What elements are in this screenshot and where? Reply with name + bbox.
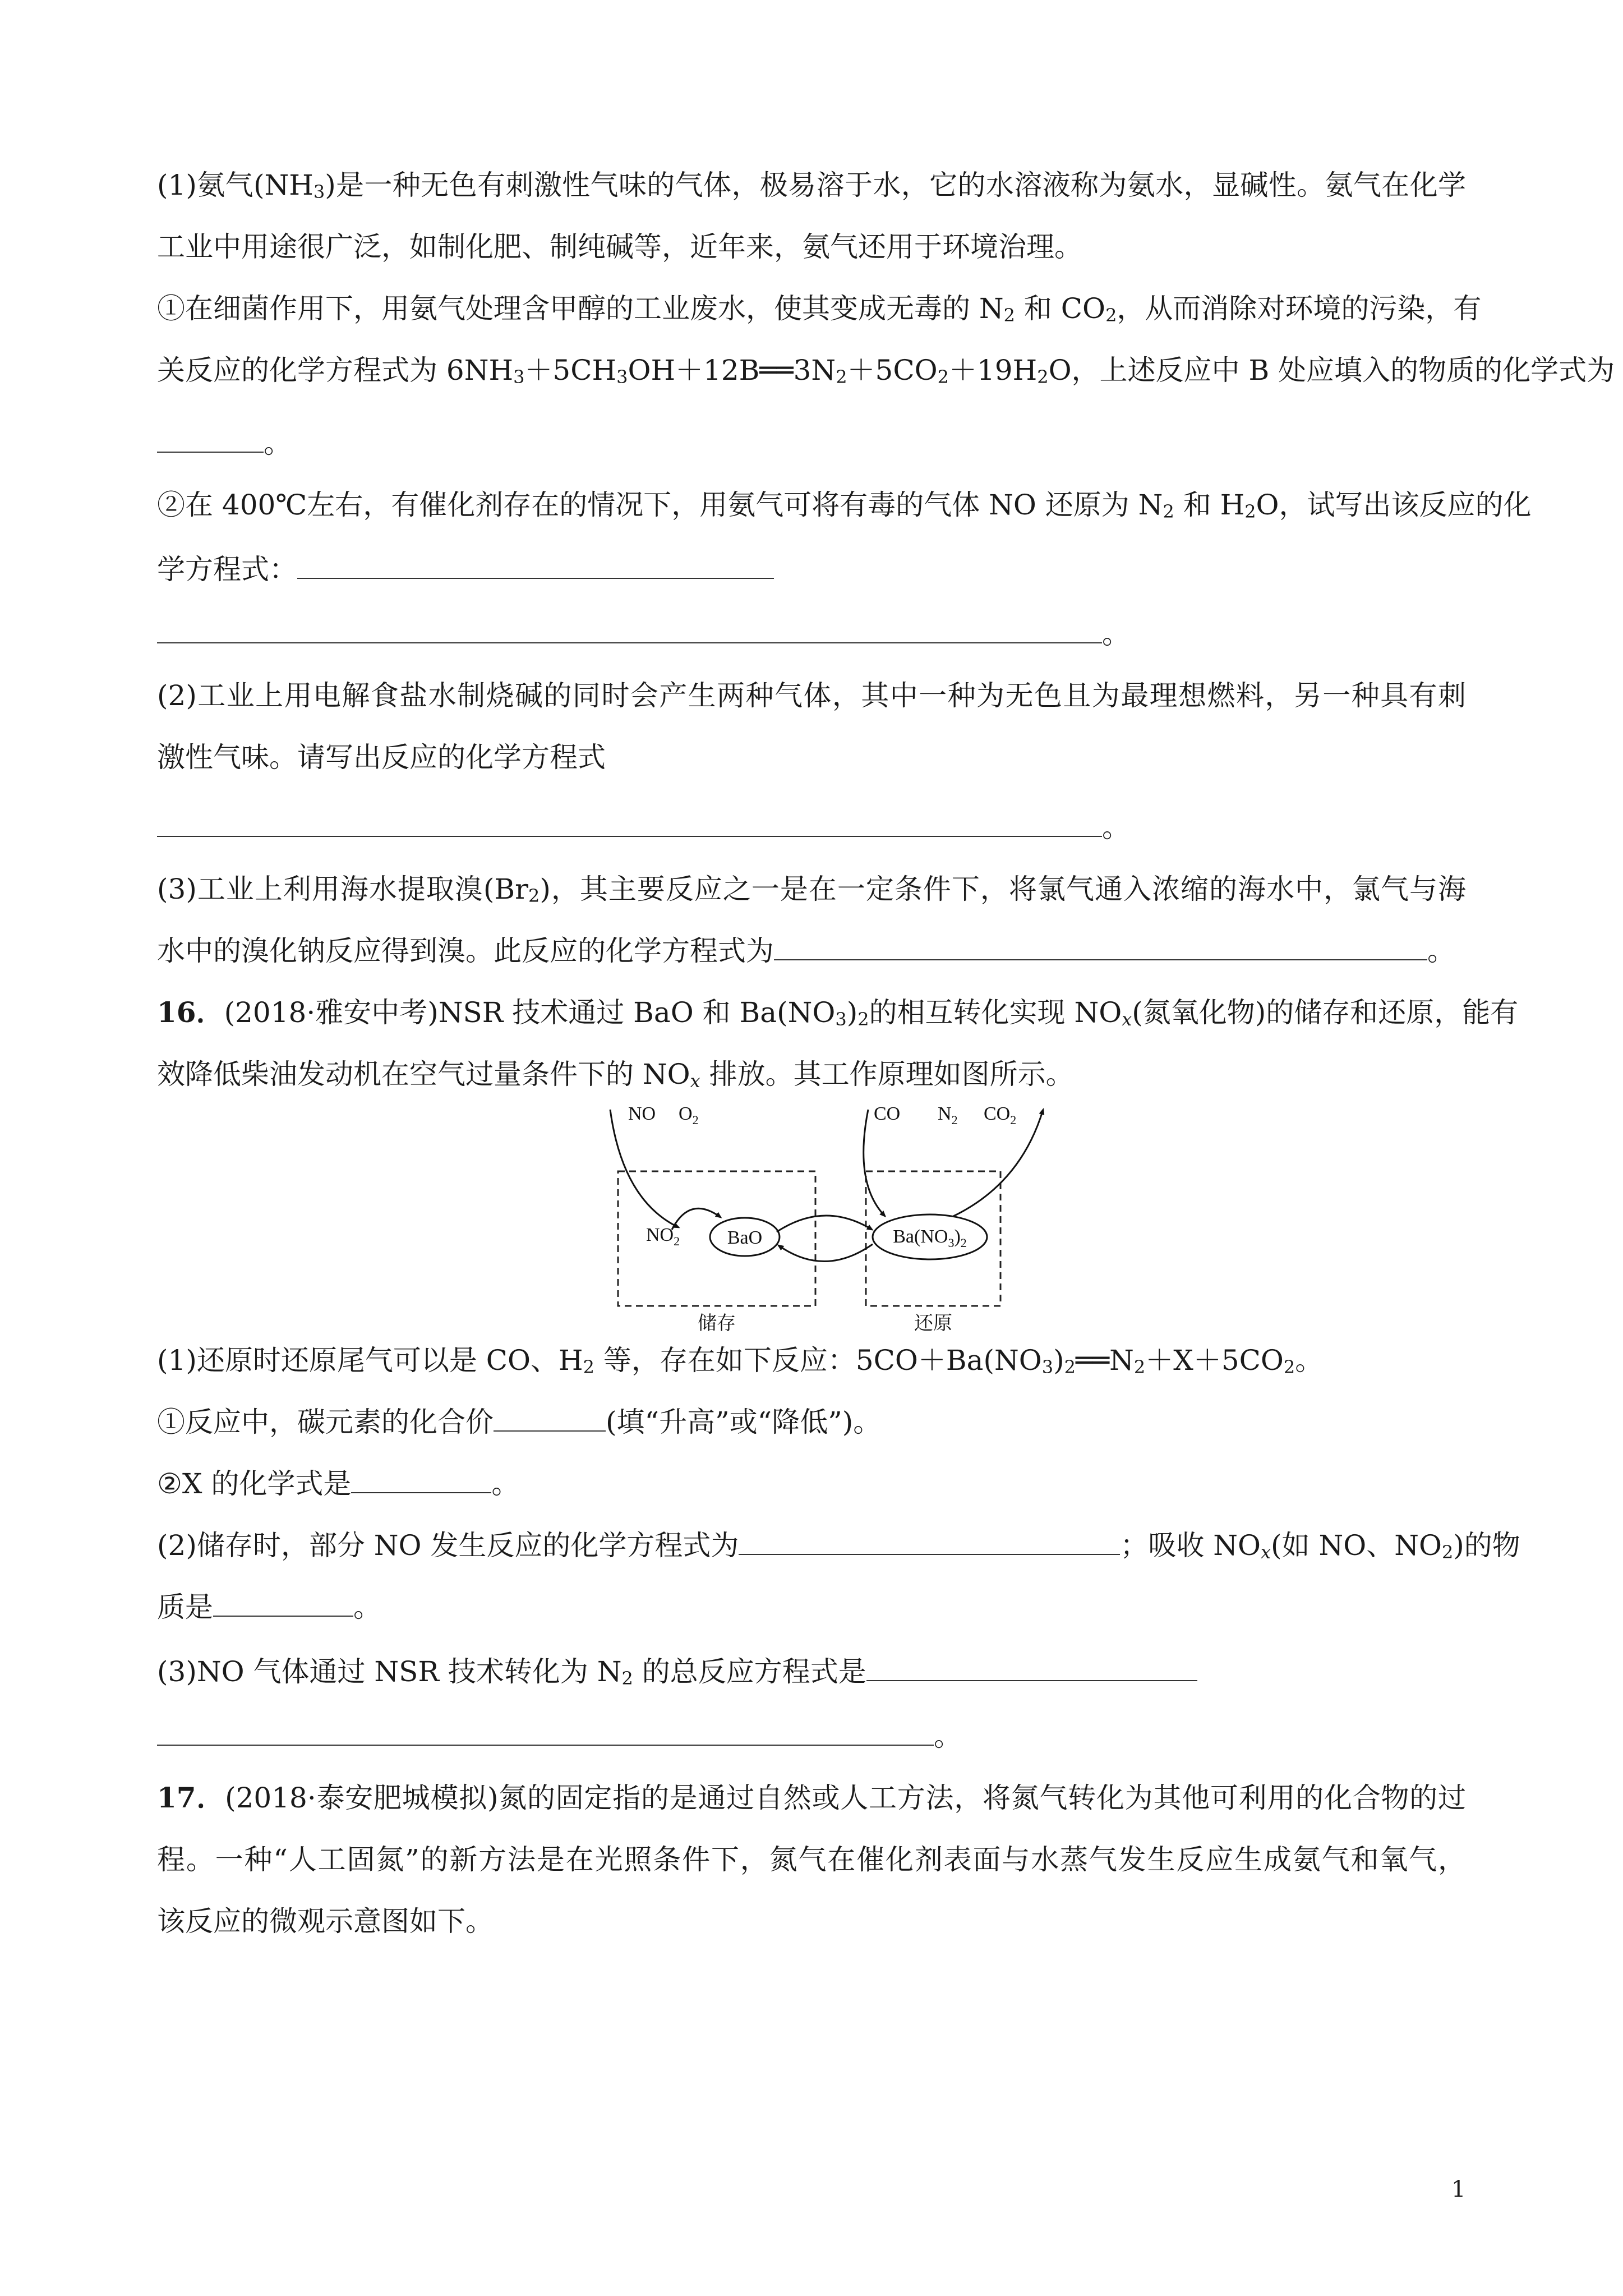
q16-stem-line: 效降低柴油发动机在空气过量条件下的 $NO_x$ 排放。其工作原理如图所示。: [157, 1058, 1074, 1092]
q16-subquestion: 质是 。: [157, 1591, 381, 1623]
input-co-label: CO: [874, 1103, 901, 1124]
q15-line: (1)氨气$(NH_3)$是一种无色有刺激性气味的气体，极易溶于水，它的水溶液称为氨水，显碱性。氨气在化学: [157, 169, 1466, 203]
storage-label: 储存: [698, 1313, 736, 1334]
q15-line: 工业中用途很广泛，如制化肥、制纯碱等，近年来，氨气还用于环境治理。: [157, 231, 1082, 263]
answer-line: 。: [157, 617, 1130, 651]
reduction-label: 还原: [914, 1313, 952, 1334]
answer-line: 。: [157, 426, 292, 460]
q17-stem-line: 该反应的微观示意图如下。: [157, 1905, 494, 1938]
q15-line: 激性气味。请写出反应的化学方程式: [157, 741, 606, 774]
answer-blank[interactable]: [157, 428, 264, 453]
bao-label: BaO: [727, 1227, 763, 1248]
output-arrow: [953, 1110, 1043, 1216]
q17-stem-line: 17．(2018·泰安肥城模拟)氮的固定指的是通过自然或人工方法，将氮气转化为其他可利用的化合物的过: [157, 1781, 1466, 1814]
question-number: 16．: [157, 996, 224, 1029]
q17-stem-line: 程。一种“人工固氮”的新方法是在光照条件下，氮气在催化剂表面与水蒸气发生反应生成氨气和氧气，: [157, 1843, 1466, 1876]
no2-bao-arrow: [672, 1208, 721, 1230]
q15-line: 关反应的化学方程式为 $6NH_3+5CH_3OH+12B══3N_2+5CO_2+19H_2O$，上述反应中 B 处应填入的物质的化学式为: [157, 354, 1615, 388]
bano3-to-bao-arrow: [778, 1244, 873, 1262]
answer-blank[interactable]: [157, 619, 1102, 643]
answer-line: 。: [157, 1719, 962, 1753]
q15-line: (2)工业上用电解食盐水制烧碱的同时会产生两种气体，其中一种为无色且为最理想燃料，另一种具有刺: [157, 679, 1466, 712]
input-arrow: [610, 1110, 679, 1227]
output-co2-label: $CO_2$: [984, 1103, 1017, 1127]
q16-stem-line: 16．(2018·雅安中考)NSR 技术通过 BaO 和 $Ba(NO_3)_2$的相互转化实现 $NO_x$(氮氧化物)的储存和还原，能有: [157, 996, 1519, 1030]
bao-to-bano3-arrow: [777, 1216, 872, 1232]
answer-blank[interactable]: [774, 936, 1427, 960]
answer-blank[interactable]: [297, 554, 774, 579]
answer-blank[interactable]: [866, 1657, 1197, 1681]
bano3-label: $Ba(NO_3)_2$: [893, 1226, 967, 1250]
q16-subquestion: ②X 的化学式是 。: [157, 1467, 520, 1500]
input-o2-label: $O_2$: [679, 1103, 699, 1127]
q15-line: ②在 400℃左右，有催化剂存在的情况下，用氨气可将有毒的气体 NO 还原为 $N_2$ 和 $H_2O$，试写出该反应的化: [157, 489, 1532, 522]
question-number: 17．: [157, 1781, 225, 1814]
q16-subquestion: (3)NO 气体通过 NSR 技术转化为 $N_2$ 的总反应方程式是: [157, 1655, 1197, 1688]
output-n2-label: $N_2$: [938, 1103, 958, 1127]
answer-line: 。: [157, 811, 1130, 844]
input-no-label: NO: [628, 1103, 656, 1124]
q16-subquestion: ①反应中，碳元素的化合价 (填“升高”或“降低”)。: [157, 1406, 882, 1438]
nsr-diagram: [594, 1099, 1054, 1335]
answer-blank[interactable]: [157, 1721, 934, 1746]
answer-blank[interactable]: [494, 1407, 606, 1432]
answer-line: 学方程式：: [157, 553, 774, 586]
answer-blank[interactable]: [351, 1469, 491, 1493]
answer-blank[interactable]: [739, 1530, 1120, 1555]
page-number: 1: [1451, 2177, 1466, 2202]
answer-blank[interactable]: [213, 1592, 353, 1617]
answer-line: 水中的溴化钠反应得到溴。此反应的化学方程式为 。: [157, 935, 1455, 967]
q15-line: (3)工业上利用海水提取溴$(Br_2)$，其主要反应之一是在一定条件下，将氯气通入浓缩的海水中，氯气与海: [157, 873, 1466, 907]
q16-subquestion: (1)还原时还原尾气可以是 CO、$H_2$ 等，存在如下反应：$5CO+Ba(NO_3)_2══N_2+X+5CO_2$。: [157, 1344, 1324, 1378]
answer-blank[interactable]: [157, 812, 1102, 837]
no2-label: $NO_2$: [646, 1225, 680, 1248]
q16-subquestion: (2)储存时，部分 NO 发生反应的化学方程式为 ；吸收 $NO_x$(如 NO、$NO_2$)的物: [157, 1529, 1520, 1563]
q15-line: ①在细菌作用下，用氨气处理含甲醇的工业废水，使其变成无毒的 $N_2$ 和 $CO_2$，从而消除对环境的污染，有: [157, 292, 1482, 326]
